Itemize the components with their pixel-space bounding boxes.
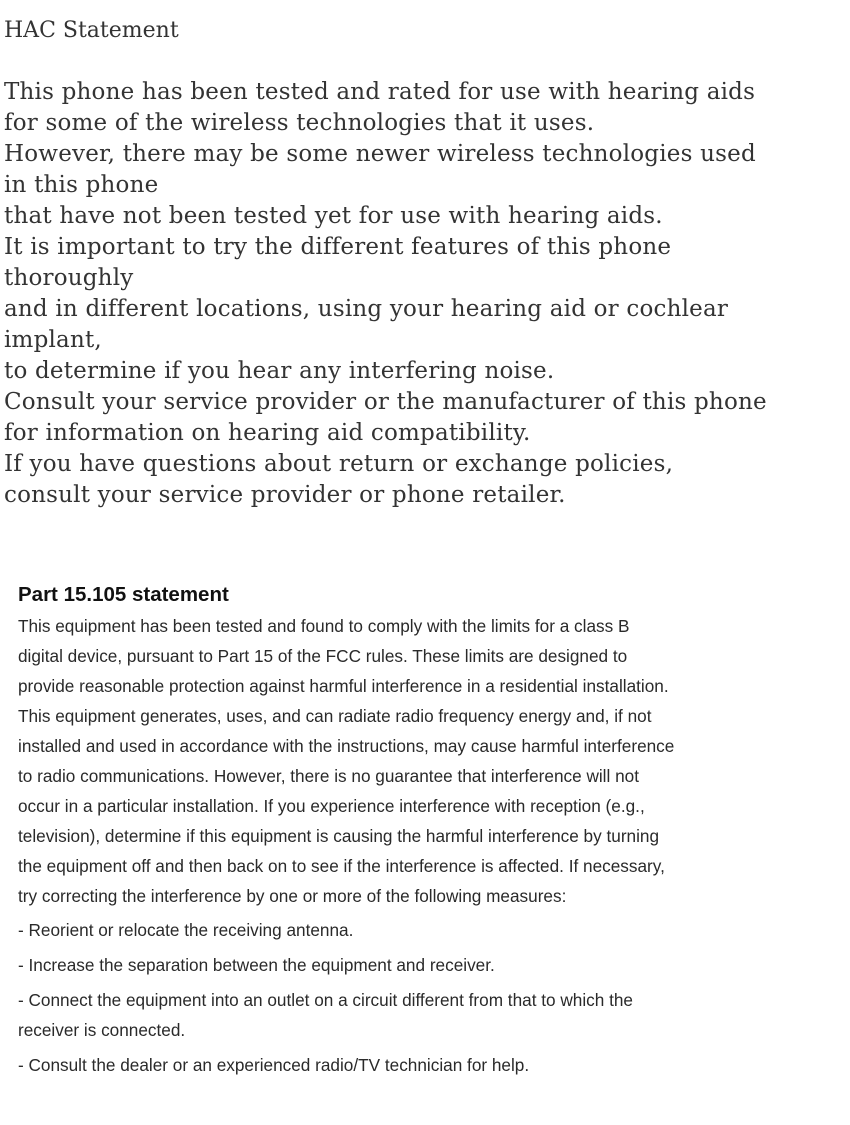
paragraph-line: television), determine if this equipment is causing the harmful interference by turning — [18, 826, 660, 846]
hac-line: for information on hearing aid compatibility. — [4, 420, 531, 446]
hac-line: in this phone — [4, 172, 159, 198]
paragraph-line: the equipment off and then back on to see if the interference is affected. If necessary, — [18, 856, 665, 876]
hac-line: to determine if you hear any interfering noise. — [4, 358, 555, 384]
paragraph-line: to radio communications. However, there is no guarantee that interference will not — [18, 766, 639, 786]
paragraph-line: installed and used in accordance with the instructions, may cause harmful interference — [18, 736, 675, 756]
hac-line: If you have questions about return or exchange policies, — [4, 451, 674, 477]
hac-line: thoroughly — [4, 265, 134, 291]
hac-statement-body — [4, 77, 846, 511]
hac-line: However, there may be some newer wireless technologies used — [4, 141, 756, 167]
paragraph-line: provide reasonable protection against harmful interference in a residential installation. — [18, 676, 669, 696]
hac-line: for some of the wireless technologies that it uses. — [4, 110, 595, 136]
hac-line: Consult your service provider or the manufacturer of this phone — [4, 389, 767, 415]
paragraph-line: This equipment generates, uses, and can radiate radio frequency energy and, if not — [18, 706, 652, 726]
measures-list — [18, 915, 848, 1080]
paragraph-line: digital device, pursuant to Part 15 of the FCC rules. These limits are designed to — [18, 646, 628, 666]
paragraph-line: occur in a particular installation. If you experience interference with reception (e.g., — [18, 796, 645, 816]
list-item — [18, 1050, 848, 1080]
hac-statement-title: HAC Statement — [4, 18, 179, 43]
list-item-line: - Increase the separation between the equipment and receiver. — [18, 955, 495, 975]
hac-line: implant, — [4, 327, 102, 353]
hac-line: and in different locations, using your hearing aid or cochlear — [4, 296, 729, 322]
hac-line: consult your service provider or phone retailer. — [4, 482, 566, 508]
list-item-line: - Connect the equipment into an outlet on a circuit different from that to which the — [18, 990, 633, 1010]
hac-line: This phone has been tested and rated for use with hearing aids — [4, 79, 756, 105]
part-15-105-heading: Part 15.105 statement — [18, 583, 229, 606]
hac-line: that have not been tested yet for use with hearing aids. — [4, 203, 663, 229]
part-15-105-paragraph — [18, 611, 848, 911]
hac-line: It is important to try the different features of this phone — [4, 234, 672, 260]
paragraph-line: try correcting the interference by one or more of the following measures: — [18, 886, 567, 906]
list-item-line: - Consult the dealer or an experienced radio/TV technician for help. — [18, 1055, 530, 1075]
list-item — [18, 985, 848, 1045]
paragraph-line: This equipment has been tested and found to comply with the limits for a class B — [18, 616, 630, 636]
list-item-line: receiver is connected. — [18, 1020, 186, 1040]
list-item — [18, 915, 848, 945]
list-item-line: - Reorient or relocate the receiving antenna. — [18, 920, 354, 940]
list-item — [18, 950, 848, 980]
hac-statement-section — [4, 14, 846, 511]
part-15-105-section — [18, 580, 848, 1085]
